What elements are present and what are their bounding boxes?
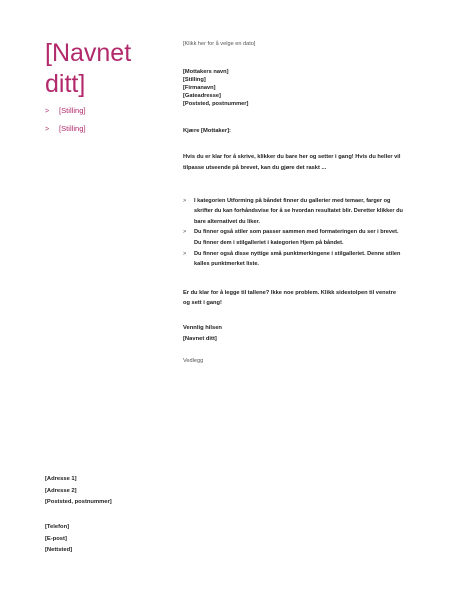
chevron-right-icon: > xyxy=(45,124,50,133)
list-item-text: Du finner også stiler som passer sammen med formateringen du ser i brevet. Du finner dem i stilgalleriet i kategorien Hjem på båndet. xyxy=(194,229,399,247)
recipient-block xyxy=(183,68,423,108)
list-item[interactable] xyxy=(183,249,405,270)
bullet-list xyxy=(183,196,423,270)
list-item[interactable] xyxy=(183,227,405,248)
sender-role-label: [Stilling] xyxy=(59,106,86,115)
outro-paragraph[interactable]: Er du klar for å legge til tallene? Ikke noe problem. Klikk sidestolpen til venstre og sett i gang! xyxy=(183,289,397,307)
address-line-2[interactable]: [Adresse 2] xyxy=(45,487,77,494)
list-item[interactable] xyxy=(183,196,405,228)
sender-roles xyxy=(45,102,86,138)
enclosure-label[interactable]: Vedlegg xyxy=(183,358,204,365)
closing-block xyxy=(183,323,423,344)
address-city-postcode[interactable]: [Poststed, postnummer] xyxy=(45,499,112,506)
recipient-city-postcode[interactable]: [Poststed, postnummer] xyxy=(183,101,249,108)
contact-website[interactable]: [Nettsted] xyxy=(45,547,73,554)
chevron-right-icon: > xyxy=(183,250,187,257)
recipient-street[interactable]: [Gateadresse] xyxy=(183,93,221,100)
chevron-right-icon: > xyxy=(45,106,50,115)
sender-role[interactable] xyxy=(45,102,86,119)
closing-signature[interactable]: [Navnet ditt] xyxy=(183,335,217,342)
recipient-title[interactable]: [Stilling] xyxy=(183,77,206,84)
recipient-name[interactable]: [Mottakers navn] xyxy=(183,69,229,75)
list-item-text: Du finner også disse nyttige små punktmerkingene i stilgalleriet. Denne stilen kalles punktmerket liste. xyxy=(194,250,401,268)
closing-salutation[interactable]: Vennlig hilsen xyxy=(183,325,222,331)
sender-address xyxy=(45,474,112,509)
intro-paragraph[interactable]: Hvis du er klar for å skrive, klikker du bare her og setter i gang! Hvis du heller vil tilpasse utseende på brevet, kan du gjøre det raskt ... xyxy=(183,154,401,172)
sender-name-line-1: [Navnet xyxy=(45,39,132,67)
greeting[interactable]: Kjære [Mottaker]: xyxy=(183,128,231,135)
letter-body xyxy=(183,40,423,364)
list-item-text: I kategorien Utforming på båndet finner du gallerier med temaer, farger og skrifter du kan forhåndsvise for å se hvordan resultatet blir. Deretter klikker du bare alternativet du liker. xyxy=(194,197,403,225)
address-line-1[interactable]: [Adresse 1] xyxy=(45,476,77,482)
chevron-right-icon: > xyxy=(183,197,187,204)
sender-contact xyxy=(45,522,72,557)
contact-phone[interactable]: [Telefon] xyxy=(45,524,70,530)
sender-name[interactable] xyxy=(45,38,165,100)
sender-name-line-2: ditt] xyxy=(45,70,86,98)
sender-role[interactable] xyxy=(45,120,86,137)
recipient-company[interactable]: [Firmanavn] xyxy=(183,85,216,92)
contact-email[interactable]: [E-post] xyxy=(45,535,67,542)
chevron-right-icon: > xyxy=(183,229,187,236)
sender-role-label: [Stilling] xyxy=(59,124,86,133)
date-picker-field[interactable]: [Klikk her for å velge en dato] xyxy=(183,41,256,47)
